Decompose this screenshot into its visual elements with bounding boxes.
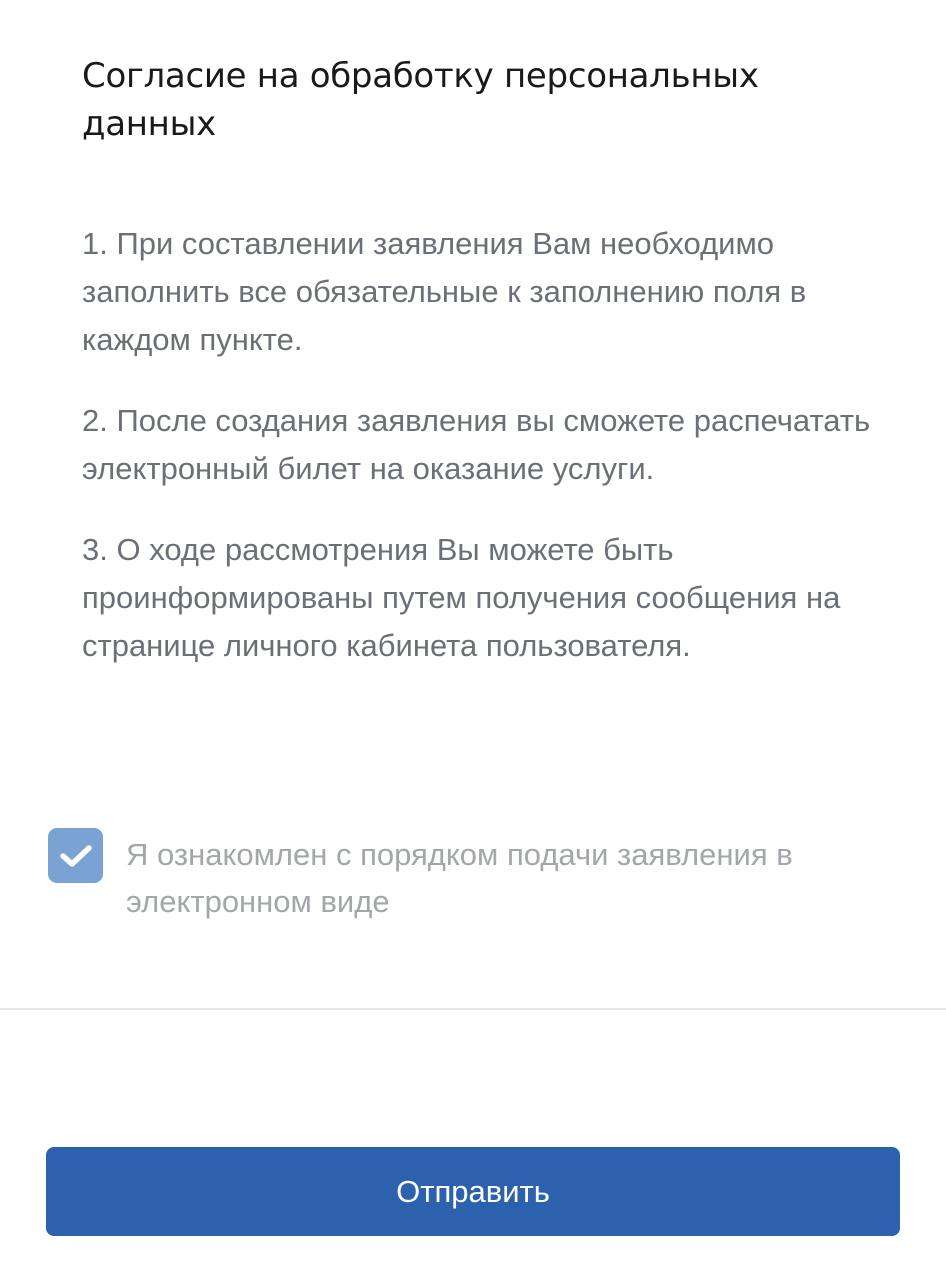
terms-list: [82, 220, 902, 703]
divider: [0, 1008, 946, 1010]
checkmark-icon: [59, 843, 93, 869]
terms-item-3: 3. О ходе рассмотрения Вы можете быть проинформированы путем получения сообщения на странице личного кабинета пользователя.: [82, 532, 841, 663]
dialog-title: Согласие на обработку персональных данных: [82, 56, 759, 144]
agreement-row: [48, 828, 908, 925]
terms-item-2: 2. После создания заявления вы сможете распечатать электронный билет на оказание услуги.: [82, 403, 871, 486]
terms-item-1: 1. При составлении заявления Вам необходимо заполнить все обязательные к заполнению поля в каждом пункте.: [82, 226, 807, 357]
agreement-checkbox[interactable]: [48, 828, 103, 883]
submit-button[interactable]: Отправить: [46, 1147, 900, 1236]
agreement-label[interactable]: Я ознакомлен с порядком подачи заявления в электронном виде: [126, 837, 793, 919]
